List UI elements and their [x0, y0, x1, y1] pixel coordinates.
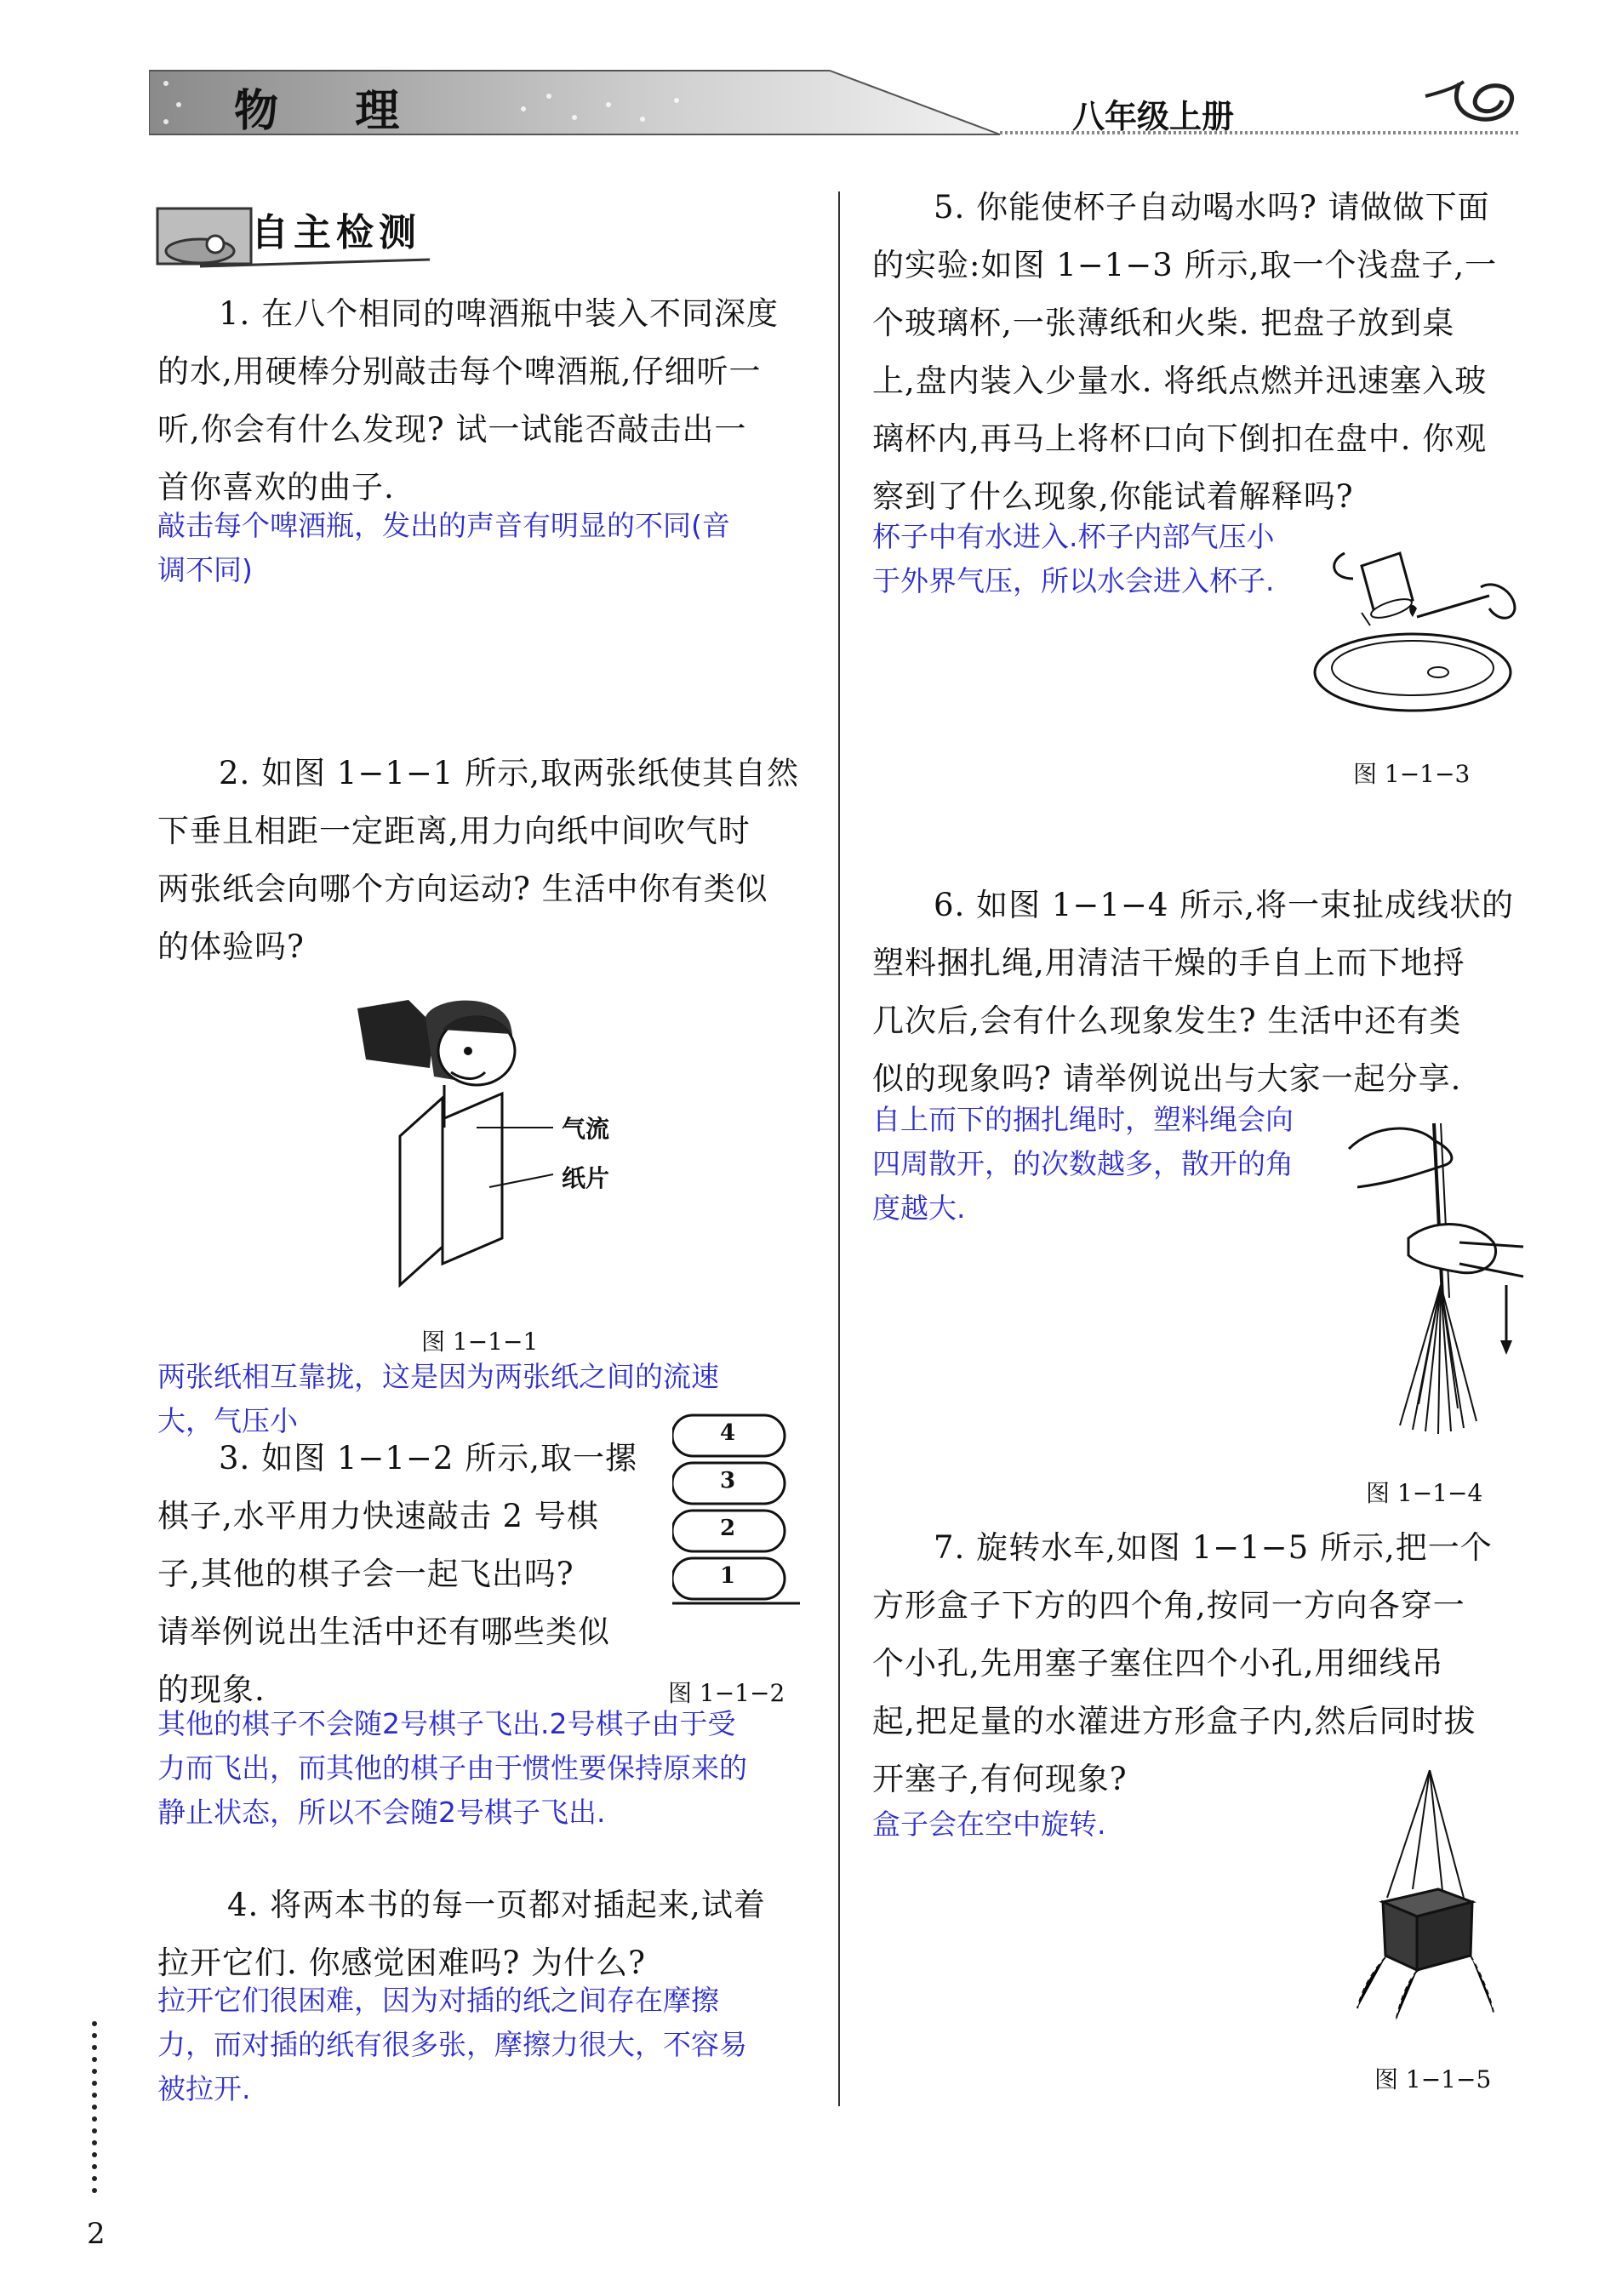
stack-label-3: 3 — [720, 1468, 736, 1494]
subject-title: 物 理 — [234, 86, 415, 137]
figure-1-1-3 — [1311, 528, 1523, 732]
figure-1-1-5 — [1353, 1770, 1498, 2025]
caption-1-1-2: 图 1−1−2 — [668, 1679, 785, 1707]
q2-line-2: 下垂且相距一定距离,用力向纸中间吹气时 — [157, 813, 751, 849]
grade-label: 八年级上册 — [1072, 98, 1235, 135]
a2-line-2: 大，气压小 — [157, 1404, 298, 1437]
q1-line-4: 首你喜欢的曲子. — [157, 469, 395, 505]
q4-line-1: 4. 将两本书的每一页都对插起来,试着 — [227, 1887, 766, 1923]
a7-line-1: 盒子会在空中旋转. — [872, 1808, 1106, 1841]
a6-line-1: 自上而下的捆扎绳时，塑料绳会向 — [872, 1103, 1294, 1136]
q1-line-2: 的水,用硬棒分别敲击每个啤酒瓶,仔细听一 — [157, 353, 762, 390]
blowing-paper-illustration — [349, 991, 655, 1298]
page-number: 2 — [87, 2217, 106, 2251]
caption-1-1-3: 图 1−1−3 — [1353, 760, 1471, 788]
page-header — [149, 58, 1519, 143]
figure-1-1-1 — [349, 991, 655, 1298]
question-1 — [157, 285, 813, 517]
q6-line-3: 几次后,会有什么现象发生? 生活中还有类 — [872, 1002, 1462, 1039]
rotating-box-illustration — [1353, 1770, 1498, 2025]
a6-line-3: 度越大. — [872, 1191, 966, 1225]
q7-line-5: 开塞子,有何现象? — [872, 1761, 1128, 1797]
column-divider — [838, 191, 840, 2106]
question-2 — [157, 745, 813, 976]
figure-1-1-2 — [672, 1408, 800, 1613]
q3-line-1: 3. 如图 1−1−2 所示,取一摞 — [219, 1440, 637, 1476]
a1-line-1: 敲击每个啤酒瓶，发出的声音有明显的不同(音 — [157, 509, 730, 542]
a3-line-2: 力而飞出，而其他的棋子由于惯性要保持原来的 — [157, 1751, 747, 1785]
answer-5 — [872, 515, 1332, 603]
question-4 — [157, 1876, 813, 1992]
q6-line-4: 似的现象吗? 请举例说出与大家一起分享. — [872, 1060, 1462, 1097]
q5-line-4: 上,盘内装入少量水. 将纸点燃并迅速塞入玻 — [872, 363, 1488, 399]
question-3 — [157, 1430, 668, 1719]
a6-line-2: 四周散开，的次数越多，散开的角 — [872, 1147, 1294, 1180]
q5-line-2: 的实验:如图 1−1−3 所示,取一个浅盘子,一 — [872, 247, 1498, 283]
q6-line-2: 塑料捆扎绳,用清洁干燥的手自上而下地捋 — [872, 945, 1465, 981]
a3-line-1: 其他的棋子不会随2号棋子飞出.2号棋子由于受 — [157, 1707, 736, 1740]
label-airflow: 气流 — [562, 1115, 610, 1143]
q6-line-1: 6. 如图 1−1−4 所示,将一束扯成线状的 — [934, 887, 1514, 923]
q3-line-2: 棋子,水平用力快速敲击 2 号棋 — [157, 1498, 599, 1534]
answer-3 — [157, 1702, 830, 1835]
caption-1-1-5: 图 1−1−5 — [1374, 2065, 1492, 2093]
stack-label-2: 2 — [720, 1516, 736, 1541]
q7-line-4: 起,把足量的水灌进方形盒子内,然后同时拔 — [872, 1703, 1476, 1739]
q3-line-5: 的现象. — [157, 1671, 266, 1708]
answer-6 — [872, 1098, 1349, 1231]
q4-line-2: 拉开它们. 你感觉困难吗? 为什么? — [157, 1945, 646, 1981]
cup-plate-match-illustration — [1311, 528, 1523, 732]
question-7 — [872, 1519, 1545, 1808]
q7-line-1: 7. 旋转水车,如图 1−1−5 所示,把一个 — [934, 1529, 1493, 1566]
answer-4 — [157, 1979, 830, 2111]
q5-line-3: 个玻璃杯,一张薄纸和火柴. 把盘子放到桌 — [872, 305, 1455, 341]
q1-line-1: 1. 在八个相同的啤酒瓶中装入不同深度 — [219, 295, 780, 332]
hand-rope-illustration — [1340, 1115, 1528, 1438]
stack-label-4: 4 — [720, 1420, 736, 1446]
q5-line-6: 察到了什么现象,你能试着解释吗? — [872, 478, 1354, 515]
section-title: 自主检测 — [251, 211, 421, 254]
a4-line-2: 力，而对插的纸有很多张，摩擦力很大，不容易 — [157, 2028, 747, 2061]
question-6 — [872, 877, 1545, 1108]
a2-line-1: 两张纸相互靠拢，这是因为两张纸之间的流速 — [157, 1360, 719, 1393]
answer-7 — [872, 1802, 1298, 1847]
label-paper: 纸片 — [562, 1164, 610, 1192]
q5-line-1: 5. 你能使杯子自动喝水吗? 请做做下面 — [934, 189, 1490, 226]
q3-line-3: 子,其他的棋子会一起飞出吗? — [157, 1556, 574, 1592]
figure-1-1-4 — [1340, 1115, 1528, 1438]
section-heading — [149, 191, 438, 285]
answer-1 — [157, 504, 821, 592]
q2-line-1: 2. 如图 1−1−1 所示,取两张纸使其自然 — [219, 755, 799, 791]
q5-line-5: 璃杯内,再马上将杯口向下倒扣在盘中. 你观 — [872, 420, 1488, 457]
q1-line-3: 听,你会有什么发现? 试一试能否敲击出一 — [157, 411, 747, 448]
stack-label-1: 1 — [720, 1563, 736, 1589]
q7-line-2: 方形盒子下方的四个角,按同一方向各穿一 — [872, 1587, 1465, 1624]
q2-line-4: 的体验吗? — [157, 928, 305, 965]
caption-1-1-1: 图 1−1−1 — [421, 1328, 539, 1356]
q2-line-3: 两张纸会向哪个方向运动? 生活中你有类似 — [157, 871, 768, 907]
a5-line-1: 杯子中有水进入.杯子内部气压小 — [872, 520, 1275, 553]
a1-line-2: 调不同) — [157, 553, 253, 586]
a5-line-2: 于外界气压，所以水会进入杯子. — [872, 564, 1275, 597]
q3-line-4: 请举例说出生活中还有哪些类似 — [157, 1613, 610, 1650]
chess-piece-stack — [672, 1408, 800, 1613]
a3-line-3: 静止状态，所以不会随2号棋子飞出. — [157, 1796, 606, 1829]
question-5 — [872, 179, 1545, 526]
margin-dots — [92, 2021, 97, 2200]
a4-line-3: 被拉开. — [157, 2072, 251, 2105]
caption-1-1-4: 图 1−1−4 — [1366, 1479, 1483, 1507]
a4-line-1: 拉开它们很困难，因为对插的纸之间存在摩擦 — [157, 1984, 719, 2017]
q7-line-3: 个小孔,先用塞子塞住四个小孔,用细线吊 — [872, 1645, 1444, 1682]
